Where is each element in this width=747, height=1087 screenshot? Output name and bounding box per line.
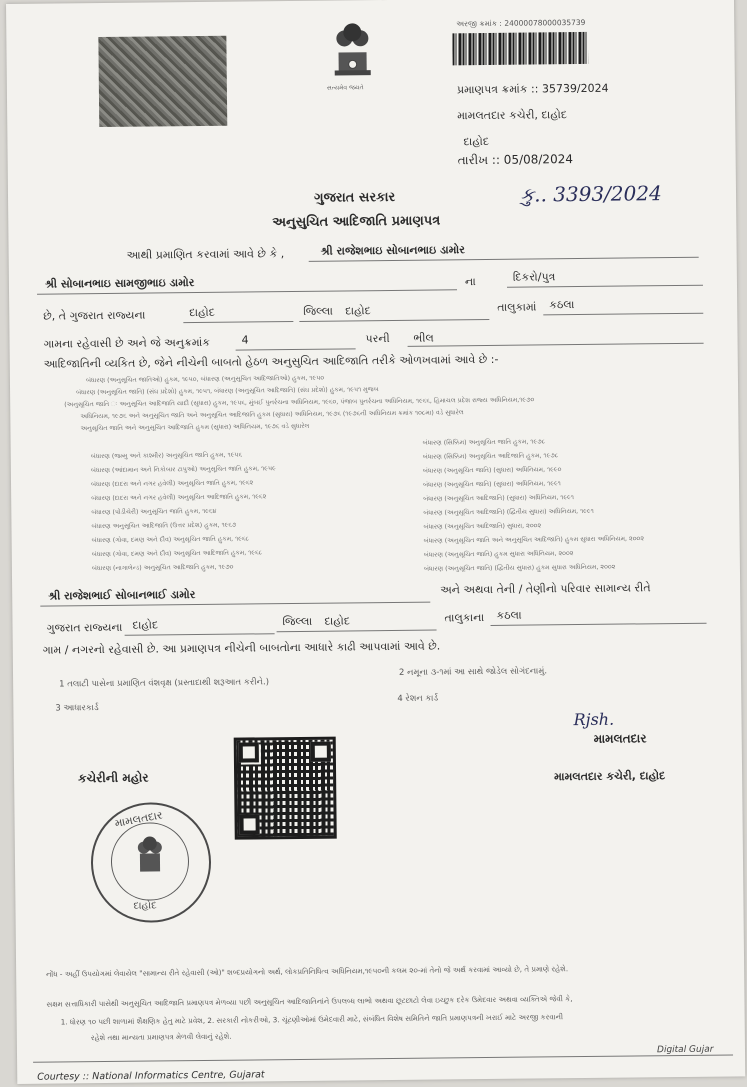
certificate-number: પ્રમાણપત્ર ક્રમાંક :: 35739/2024	[456, 81, 609, 97]
taluka-label: તાલુકામાં	[497, 300, 537, 314]
footnote: સક્ષમ સત્તાધિકારી પાસેથી અનુસૂચિત આદિજાતિ પ્રમાણપત્ર મેળવ્યા પછી અનુસૂચિત આદિજાતિનાંને ઉપલબ્ધ લાભો અથવા છૂટછાટો લેવા ઇચ્છુક દરેક ઉમેદવાર અથવા વ્યક્તિએ જેવી કે,	[46, 994, 573, 1009]
issue-date: તારીખ :: 05/08/2024	[457, 152, 574, 168]
applicant-photo	[98, 36, 227, 127]
tribe-value: ભીલ	[413, 331, 434, 345]
order-right: બંધારણ (અનુસૂચિત જાતિ) (સુધારા) અધિનિયમ, ૧૯૯૦	[422, 466, 562, 475]
office-seal-label: કચેરીની મહોર	[78, 770, 149, 786]
state-label-2: ગુજરાત રાજ્યના	[46, 620, 123, 635]
footnote: નોંધ - અહીં ઉપયોગમાં લેવાયેલ "સામાન્ય રીતે રહેવાસી (ઓ)" શબ્દપ્રયોગનો અર્થ, લોકપ્રતિનિધિત્વ અધિનિયમ,૧૯૫૦ની કલમ ૨૦-માં તેનો જે અર્થ કરવામાં આવ્યો છે, તે પ્રમાણે રહેશે.	[46, 964, 569, 979]
courtesy-text: Courtesy :: National Informatics Centre, Gujarat	[37, 1069, 265, 1083]
taluka-value-2: કઠલા	[496, 608, 522, 622]
order-right: બંધારણ (અનુસૂચિત જાતિ) (દ્વિતીય સુધારા) હુકમ સુધારા અધિનિયમ, ૨૦૦૨	[423, 563, 616, 573]
qr-code	[234, 737, 337, 840]
order-line: બંધારણ (અનુસૂચિત જાતિઓ) હુકમ, ૧૯૫૦, બંધારણ (અનુસૂચિત આદિજાતિઓ) હુકમ, ૧૯૫૦	[85, 374, 325, 385]
document-item: 1 તલાટી પાસેના પ્રમાણિત વંશવૃક્ષ (પ્રસ્તાદાથી શરૂઆત કરીને.)	[59, 677, 270, 690]
issuing-city: દાહોદ	[463, 134, 490, 149]
seal-bottom-text: દાહોદ	[133, 900, 157, 912]
seal-emblem-icon	[111, 822, 190, 901]
order-right: બંધારણ (અનુસૂચિત આદિજાતિ) (સુધારા) અધિનિયમ, ૧૯૯૧	[423, 494, 575, 503]
signatory-office: મામલતદાર કચેરી, દાહોદ	[554, 769, 666, 784]
emblem-caption: સત્યમેવ જયતે	[326, 84, 364, 92]
order-left: બંધારણ (જમ્મુ અને કાશ્મીર) અનુસૂચિત જાતિ હુકમ, ૧૯૫૬	[90, 451, 243, 461]
order-right: બંધારણ (અનુસૂચિત જાતિ અને અનુસૂચિત આદિજાતિ) હુકમ સુધારા અધિનિયમ, ૨૦૦૨	[423, 535, 645, 545]
state-label: છે, તે ગુજરાત રાજ્યના	[43, 308, 146, 323]
taluka-label-2: તાલુકાના	[444, 611, 485, 625]
order-right: બંધારણ (અનુસૂચિત જાતિ) (સુધારા) અધિનિયમ, ૧૯૯૧	[423, 480, 561, 489]
relation: દિકરો/પુત્ર	[512, 270, 556, 284]
digital-gujarat-label: Digital Gujar	[656, 1044, 714, 1056]
order-left: બંધારણ (દાદરા અને નગર હવેલી) અનુસૂચિત આદિજાતિ હુકમ, ૧૯૬૨	[91, 493, 267, 503]
certificate-paper	[6, 0, 745, 1084]
handwritten-number: કુ.. 3393/2024	[519, 181, 662, 207]
village-label: ગામના રહેવાસી છે અને જે અનુક્રમાંક	[43, 335, 211, 351]
taluka-value: કઠલા	[549, 298, 575, 312]
holder-name-2: શ્રી રાજેશભાઈ સોબાનભાઈ ડામોર	[48, 588, 196, 603]
order-left: બંધારણ (નાગાલેન્ડ) અનુસૂચિત આદિજાતિ હુકમ, ૧૯૭૦	[91, 563, 234, 573]
district-label-2: જિલ્લા	[282, 614, 313, 629]
national-emblem-icon	[324, 12, 381, 91]
district-value-2: દાહોદ	[324, 614, 351, 628]
notice-text: આદિજાતિની વ્યકિત છે, જેને નીચેની બાબતો હેઠળ અનુસુચિત આદિજાતિ તરીકે ઓળખવામાં આવે છે :-	[43, 352, 499, 371]
document-item: 2 નમૂના ૩-૧માં આ સાથે જોડેલ સોગંદનામું.	[398, 666, 548, 678]
certify-label: આથી પ્રમાણિત કરવામાં આવે છે કે ,	[126, 247, 285, 262]
order-left: બંધારણ (દાદરા અને નગર હવેલી) અનુસૂચિત જાતિ હુકમ, ૧૯૬૨	[91, 479, 254, 489]
of-label: ના	[464, 275, 476, 289]
footnote: 1. ધોરણ ૧૦ પછી શાળામાં શૈક્ષણિક હેતુ માટે પ્રવેશ, 2. સરકારી નોકરીઓ, 3. ચૂંટણીઓમાં ઉમેદવારી માટે, સંબંધિત વિશેષ સમિતિને જાતિ પ્રમાણપત્રની ખરાઈ માટે અરજી કરવાની	[60, 1012, 564, 1027]
application-number: અરજી ક્રમાંક : 24000078000035739	[456, 17, 586, 29]
order-left: બંધારણ (ગોવા, દમણ અને દીવ) અનુસૂચિત જાતિ હુકમ, ૧૯૬૮	[91, 535, 250, 545]
footnote: રહેશે તથા માન્યતા પ્રમાણપત્ર મેળવી લેવાનું રહેશે.	[90, 1031, 232, 1043]
tribe-label: પરની	[365, 332, 390, 346]
certificate-title: અનુસુચિત આદિજાતિ પ્રમાણપત્ર	[272, 213, 441, 231]
govt-title: ગુજરાત સરકાર	[313, 189, 396, 206]
order-left: બંધારણ (આંદામાન અને નિકોબાર ટાપુઓ) અનુસૂચિત જાતિ હુકમ, ૧૯૫૯	[90, 465, 276, 475]
order-line: અધિનિયમ, ૧૯૭૬ અને અનુસૂચિત જાતિ અને અનુસૂચિત આદિજાતિ હુકમ (સુધારા) અધિનિયમ, ૧૯૭૬ (૧૯૭૬ની અધિનિયમ ક્રમાંક ૧૦૮મા) વડે સુધારેલ	[80, 409, 464, 421]
order-right: બંધારણ (અનુસૂચિત આદિજાતિ) સુધારા, ૨૦૦૨	[423, 522, 542, 531]
serial-number: 4	[241, 333, 249, 347]
order-line: (અનુસૂચિત જાતિ ઃ અનુસૂચિત આદિજાતિ યાદી (સુધારા) હુકમ, ૧૯૫૬, મુંબઈ પુનર્રચના અધિનિયમ, ૧૯૬૦, પંજાબ પુનર્રચના અધિનિયમ, ૧૯૬૬, હિમાચલ પ્રદેશ રાજ્ય અધિનિયમ,૧૯૭૦	[64, 396, 535, 409]
order-line: બંધારણ (અનુસૂચિત જાતિ) (સંઘ પ્રદેશો) હુકમ, ૧૯૫૧, બંધારણ (અનુસૂચિત આદિજાતિ) (સંઘ પ્રદેશો) હુકમ, ૧૯૫૧ મુજબ	[76, 386, 379, 397]
father-name: શ્રી સોબાનભાઇ સામજીભાઇ ડામોર	[44, 276, 195, 291]
order-right: બંધારણ (અનુસૂચિત જાતિ) હુકમ સુધારા અધિનિયમ, ૨૦૦૨	[423, 550, 574, 559]
order-left: બંધારણ (પોંડીચેરી) અનુસૂચિત જાતિ હુકમ, ૧૯૬૪	[91, 507, 217, 517]
city-value-2: દાહોદ	[132, 618, 159, 632]
order-line: અનુસૂચિત જાતિ અને અનુસૂચિત આદિજાતિ હુકમ (સુધારા) અધિનિયમ, ૧૯૭૬ વડે સુધારેલ	[80, 422, 310, 433]
order-right: બંધારણ (અનુસૂચિત આદિજાતિ) (દ્વિતીય સુધારા) અધિનિયમ, ૧૯૯૧	[423, 507, 594, 517]
order-left: બંધારણ (ગોવા, દમણ અને દીવ) અનુસૂચિત આદિજાતિ હુકમ, ૧૯૬૮	[91, 549, 263, 559]
document-item: 3 આધારકાર્ડ	[55, 703, 99, 714]
issuing-office: મામલતદાર કચેરી, દાહોદ	[457, 108, 568, 123]
family-label: અને અથવા તેની / તેણીનો પરિવાર સામાન્ય રીતે	[440, 581, 651, 597]
seal-top-text: મામલતદાર	[113, 808, 164, 831]
district-label: જિલ્લા	[303, 304, 333, 318]
issue-text: ગામ / નગરનો રહેવાસી છે. આ પ્રમાણપત્ર નીચેની બાબતોના આધારે કાઢી આપવામાં આવે છે.	[42, 639, 441, 657]
barcode	[452, 32, 588, 65]
district-value: દાહોદ	[345, 304, 371, 318]
signature-scribble: Rjsh.	[573, 709, 615, 730]
city-value: દાહોદ	[189, 305, 215, 320]
order-left: બંધારણ અનુસૂચિત આદિજાતિ (ઉત્તર પ્રદેશ) હુકમ, ૧૯૬૭	[91, 521, 237, 531]
document-item: 4 રેશન કાર્ડ	[397, 693, 439, 704]
order-right: બંધારણ (સિક્કિમ) અનુસૂચિત આદિજાતિ હુકમ, ૧૯૭૮	[422, 452, 559, 461]
signatory-title: મામલતદાર	[593, 731, 647, 746]
office-seal	[90, 802, 211, 923]
order-right: બંધારણ (સિક્કિમ) અનુસૂચિત જાતિ હુકમ, ૧૯૭૮	[422, 438, 546, 447]
holder-name: શ્રી રાજેશભાઇ સોબાનભાઇ ડામોર	[320, 243, 465, 258]
